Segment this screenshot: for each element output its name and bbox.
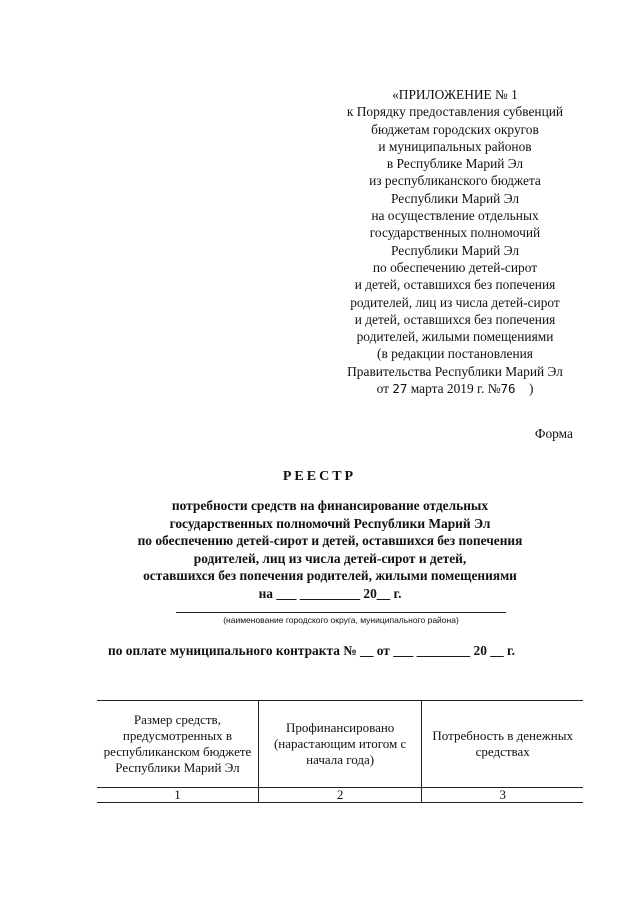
document-subtitle bbox=[90, 497, 570, 602]
table-number-row bbox=[97, 788, 583, 803]
appendix-line: родителей, лиц из числа детей-сирот bbox=[350, 294, 560, 310]
contract-line: по оплате муниципального контракта № __ от ___ ________ 20 __ г. bbox=[108, 643, 515, 658]
subtitle-line: по обеспечению детей-сирот и детей, оставшихся без попечения bbox=[137, 533, 523, 548]
column-number-cell: 2 bbox=[258, 788, 421, 803]
date-prefix: от bbox=[376, 381, 389, 397]
document-title: РЕЕСТР bbox=[282, 469, 357, 484]
date-month-year: марта 2019 г. № bbox=[410, 381, 501, 397]
subtitle-line: государственных полномочий Республики Марий Эл bbox=[169, 515, 491, 531]
form-label: Форма bbox=[534, 426, 573, 441]
header-cell-financed: Профинансировано (нарастающим итогом с начала года) bbox=[258, 701, 421, 788]
appendix-line: Правительства Республики Марий Эл bbox=[347, 363, 563, 379]
appendix-line: бюджетам городских округов bbox=[371, 121, 539, 137]
subtitle-line: оставшихся без попечения родителей, жилыми помещениями bbox=[143, 568, 517, 583]
appendix-line: и детей, оставшихся без попечения bbox=[354, 277, 556, 293]
date-number: 76 bbox=[500, 381, 516, 397]
header-cell-allocated: Размер средств, предусмотренных в республиканском бюджете Республики Марий Эл bbox=[97, 701, 258, 788]
appendix-line: государственных полномочий bbox=[369, 225, 541, 241]
appendix-line: по обеспечению детей-сирот bbox=[372, 259, 538, 275]
appendix-line: «ПРИЛОЖЕНИЕ № 1 bbox=[392, 87, 518, 102]
subtitle-date-line: на ___ _________ 20__ г. bbox=[258, 585, 402, 601]
header-cell-need: Потребность в денежных средствах bbox=[422, 701, 583, 788]
appendix-line: родителей, жилыми помещениями bbox=[356, 329, 554, 345]
appendix-line: к Порядку предоставления субвенций bbox=[346, 104, 564, 120]
table-header-row bbox=[97, 701, 583, 788]
register-table bbox=[97, 700, 583, 803]
appendix-date-line bbox=[320, 380, 590, 397]
appendix-line: в Республике Марий Эл bbox=[386, 156, 524, 172]
municipality-name-blank bbox=[176, 612, 506, 613]
appendix-line: на осуществление отдельных bbox=[371, 208, 539, 224]
subtitle-line: потребности средств на финансирование отдельных bbox=[171, 498, 489, 513]
appendix-line: из республиканского бюджета bbox=[369, 173, 541, 189]
column-number-cell: 3 bbox=[422, 788, 583, 803]
subtitle-line: родителей, лиц из числа детей-сирот и детей, bbox=[193, 550, 467, 566]
appendix-line: Республики Марий Эл bbox=[390, 242, 520, 258]
appendix-line: и муниципальных районов bbox=[378, 138, 532, 154]
appendix-header bbox=[320, 86, 590, 397]
appendix-line: (в редакции постановления bbox=[377, 346, 533, 362]
appendix-line: и детей, оставшихся без попечения bbox=[354, 311, 556, 327]
date-day: 27 bbox=[392, 381, 408, 397]
date-suffix: ) bbox=[528, 381, 534, 397]
municipality-name-caption: (наименование городского округа, муниципального района) bbox=[223, 615, 459, 625]
column-number-cell: 1 bbox=[97, 788, 258, 803]
appendix-line: Республики Марий Эл bbox=[390, 190, 520, 206]
